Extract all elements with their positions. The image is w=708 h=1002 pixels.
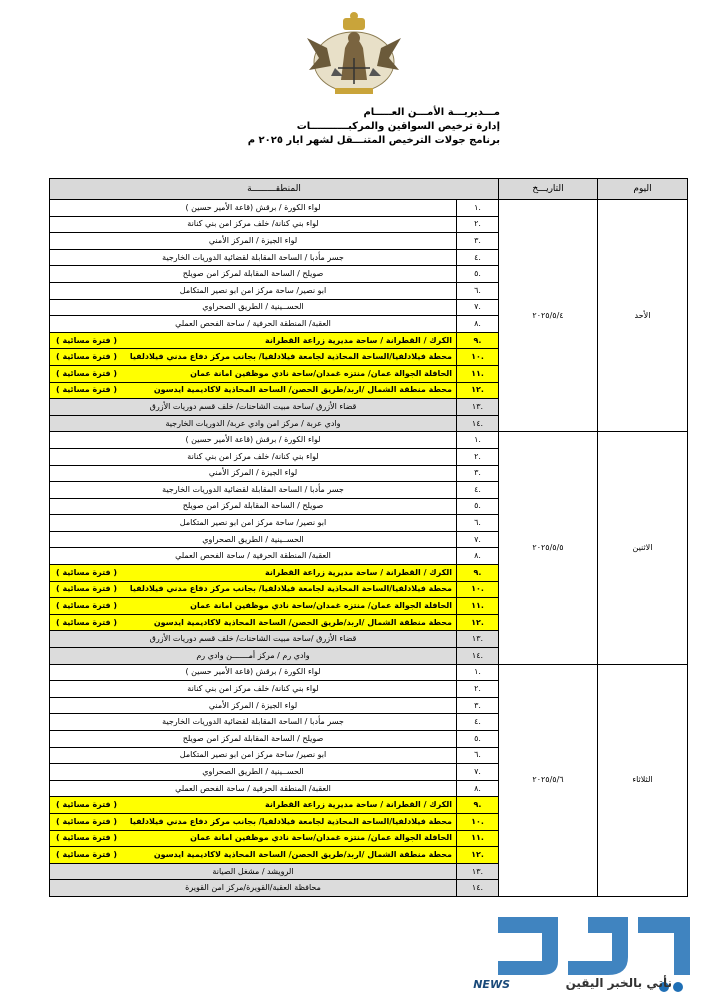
location-cell bbox=[50, 531, 457, 548]
location-text: محطة منطقة الشمال /اربد/طريق الحصن/ الساحة المحاذية لاكاديمية ايدسون bbox=[153, 385, 452, 395]
location-text: جسر مأدبا / الساحة المقابلة لقضائية الدوريات الخارجية bbox=[162, 484, 344, 494]
location-text: الكرك / القطرانة / ساحة مديرية زراعة القطرانة bbox=[265, 335, 452, 345]
location-cell bbox=[50, 282, 457, 299]
location-cell bbox=[50, 747, 457, 764]
evening-shift-tag: ( فترة مسائية ) bbox=[56, 833, 118, 843]
header-department: إدارة ترخيص السواقين والمركبـــــــــــات bbox=[296, 121, 500, 132]
row-number: .٣ bbox=[457, 233, 499, 250]
table-row bbox=[50, 664, 688, 681]
location-text: محطة فيلادلفيا/الساحة المحاذية لجامعة فيلادلفيا/ بجانب مركز دفاع مدني فيلادلفيا bbox=[129, 352, 452, 362]
row-number: .١٤ bbox=[457, 880, 499, 897]
public-security-emblem bbox=[305, 8, 403, 100]
row-number: .٥ bbox=[457, 731, 499, 748]
location-text: وادي رم / مركز أمـــــــن وادي رم bbox=[196, 650, 310, 660]
location-text: لواء بني كنانة/ خلف مركز امن بني كنانة bbox=[187, 451, 319, 461]
col-area-header: المنطقـــــــــة bbox=[50, 179, 499, 200]
evening-shift-tag: ( فترة مسائية ) bbox=[56, 601, 118, 611]
evening-shift-tag: ( فترة مسائية ) bbox=[56, 385, 118, 395]
location-text: الحســينية / الطريق الصحراوي bbox=[202, 766, 304, 776]
row-number: .١٠ bbox=[457, 349, 499, 366]
row-number: .١٢ bbox=[457, 847, 499, 864]
location-cell bbox=[50, 847, 457, 864]
location-text: العقبة/ المنطقة الحرفية / ساحة الفحص العملي bbox=[175, 318, 331, 328]
location-cell bbox=[50, 797, 457, 814]
location-text: لواء الكورة / برقش (قاعة الأمير حسين ) bbox=[185, 667, 321, 677]
location-cell bbox=[50, 697, 457, 714]
row-number: .١ bbox=[457, 432, 499, 449]
evening-shift-tag: ( فترة مسائية ) bbox=[56, 335, 118, 345]
location-cell bbox=[50, 332, 457, 349]
row-number: .١١ bbox=[457, 365, 499, 382]
location-cell bbox=[50, 200, 457, 217]
location-cell bbox=[50, 448, 457, 465]
row-number: .٩ bbox=[457, 797, 499, 814]
location-cell bbox=[50, 565, 457, 582]
location-text: وادي عربة / مركز امن وادي عربة/ الدوريات الخارجية bbox=[165, 418, 341, 428]
location-text: الكرك / القطرانة / ساحة مديرية زراعة القطرانة bbox=[265, 567, 452, 577]
evening-shift-tag: ( فترة مسائية ) bbox=[56, 352, 118, 362]
row-number: .٩ bbox=[457, 332, 499, 349]
location-text: لواء الجيزة / المركز الأمني bbox=[208, 468, 298, 478]
location-text: ابو نصير/ ساحة مركز امن ابو نصير المتكامل bbox=[179, 750, 327, 760]
row-number: .١٣ bbox=[457, 399, 499, 416]
location-text: محافظة العقبة/القويرة/مركز امن القويرة bbox=[185, 883, 321, 893]
location-text: صويلح / الساحة المقابلة لمركز امن صويلح bbox=[182, 501, 324, 511]
location-cell bbox=[50, 581, 457, 598]
row-number: .٢ bbox=[457, 448, 499, 465]
evening-shift-tag: ( فترة مسائية ) bbox=[56, 849, 118, 859]
location-cell bbox=[50, 863, 457, 880]
location-cell bbox=[50, 780, 457, 797]
row-number: .٢ bbox=[457, 681, 499, 698]
row-number: .١٣ bbox=[457, 631, 499, 648]
schedule-table bbox=[49, 178, 688, 897]
row-number: .٥ bbox=[457, 266, 499, 283]
location-cell bbox=[50, 382, 457, 399]
location-cell bbox=[50, 714, 457, 731]
location-text: الحســينية / الطريق الصحراوي bbox=[202, 302, 304, 312]
location-cell bbox=[50, 365, 457, 382]
location-cell bbox=[50, 813, 457, 830]
evening-shift-tag: ( فترة مسائية ) bbox=[56, 800, 118, 810]
day-cell: الثلاثاء bbox=[598, 664, 688, 896]
location-cell bbox=[50, 233, 457, 250]
location-cell bbox=[50, 432, 457, 449]
row-number: .١ bbox=[457, 664, 499, 681]
date-cell: ٢٠٢٥/٥/٥ bbox=[499, 432, 598, 664]
row-number: .١١ bbox=[457, 598, 499, 615]
location-cell bbox=[50, 299, 457, 316]
row-number: .١٤ bbox=[457, 648, 499, 665]
location-cell bbox=[50, 316, 457, 333]
location-cell bbox=[50, 349, 457, 366]
row-number: .٤ bbox=[457, 249, 499, 266]
row-number: .٧ bbox=[457, 299, 499, 316]
location-text: محطة منطقة الشمال /اربد/طريق الحصن/ الساحة المحاذية لاكاديمية ايدسون bbox=[153, 849, 452, 859]
header-directorate: مـــديريـــة الأمـــن العـــــام bbox=[363, 107, 500, 118]
location-text: الحافلة الجوالة عمان/ منتزه غمدان/ساحة نادي موظفين امانة عمان bbox=[190, 601, 452, 611]
location-text: لواء الكورة / برقش (قاعة الأمير حسين ) bbox=[185, 202, 321, 212]
row-number: .١٠ bbox=[457, 581, 499, 598]
evening-shift-tag: ( فترة مسائية ) bbox=[56, 816, 118, 826]
location-cell bbox=[50, 266, 457, 283]
location-text: لواء الكورة / برقش (قاعة الأمير حسين ) bbox=[185, 435, 321, 445]
location-text: لواء الجيزة / المركز الأمني bbox=[208, 700, 298, 710]
location-cell bbox=[50, 415, 457, 432]
location-text: ابو نصير/ ساحة مركز امن ابو نصير المتكامل bbox=[179, 285, 327, 295]
row-number: .٨ bbox=[457, 548, 499, 565]
evening-shift-tag: ( فترة مسائية ) bbox=[56, 584, 118, 594]
location-cell bbox=[50, 515, 457, 532]
location-cell bbox=[50, 830, 457, 847]
row-number: .٥ bbox=[457, 498, 499, 515]
watermark-tagline: نأتي بالخبر اليقين bbox=[565, 976, 672, 990]
location-text: العقبة/ المنطقة الحرفية / ساحة الفحص العملي bbox=[175, 551, 331, 561]
row-number: .٧ bbox=[457, 764, 499, 781]
location-cell bbox=[50, 731, 457, 748]
location-cell bbox=[50, 399, 457, 416]
evening-shift-tag: ( فترة مسائية ) bbox=[56, 617, 118, 627]
location-text: صويلح / الساحة المقابلة لمركز امن صويلح bbox=[182, 269, 324, 279]
location-text: الكرك / القطرانة / ساحة مديرية زراعة القطرانة bbox=[265, 800, 452, 810]
row-number: .١ bbox=[457, 200, 499, 217]
location-cell bbox=[50, 614, 457, 631]
table-row bbox=[50, 200, 688, 217]
location-cell bbox=[50, 664, 457, 681]
row-number: .٦ bbox=[457, 747, 499, 764]
row-number: .٦ bbox=[457, 515, 499, 532]
location-cell bbox=[50, 548, 457, 565]
location-text: قضاء الأزرق /ساحة مبيت الشاحنات/ خلف قسم دوريات الأزرق bbox=[149, 634, 357, 644]
location-text: الرويشد / مشغل الصيانة bbox=[212, 866, 294, 876]
evening-shift-tag: ( فترة مسائية ) bbox=[56, 368, 118, 378]
location-text: لواء الجيزة / المركز الأمني bbox=[208, 235, 298, 245]
location-text: العقبة/ المنطقة الحرفية / ساحة الفحص العملي bbox=[175, 783, 331, 793]
location-cell bbox=[50, 465, 457, 482]
row-number: .٨ bbox=[457, 780, 499, 797]
day-cell: الاثنين bbox=[598, 432, 688, 664]
watermark-news: NEWS bbox=[473, 978, 510, 991]
date-cell: ٢٠٢٥/٥/٦ bbox=[499, 664, 598, 896]
evening-shift-tag: ( فترة مسائية ) bbox=[56, 567, 118, 577]
header-program-title: برنامج جولات الترخيص المتنـــقل لشهر ايار ٢٠٢٥ م bbox=[247, 135, 500, 146]
location-text: محطة فيلادلفيا/الساحة المحاذية لجامعة فيلادلفيا/ بجانب مركز دفاع مدني فيلادلفيا bbox=[129, 816, 452, 826]
row-number: .١٢ bbox=[457, 382, 499, 399]
location-text: الحافلة الجوالة عمان/ منتزه غمدان/ساحة نادي موظفين امانة عمان bbox=[190, 833, 452, 843]
location-text: الحســينية / الطريق الصحراوي bbox=[202, 534, 304, 544]
location-text: محطة منطقة الشمال /اربد/طريق الحصن/ الساحة المحاذية لاكاديمية ايدسون bbox=[153, 617, 452, 627]
row-number: .١١ bbox=[457, 830, 499, 847]
row-number: .٢ bbox=[457, 216, 499, 233]
table-header-row bbox=[50, 179, 688, 200]
location-cell bbox=[50, 498, 457, 515]
day-cell: الأحد bbox=[598, 200, 688, 432]
location-cell bbox=[50, 482, 457, 499]
location-text: جسر مأدبا / الساحة المقابلة لقضائية الدوريات الخارجية bbox=[162, 717, 344, 727]
row-number: .٩ bbox=[457, 565, 499, 582]
location-text: قضاء الأزرق /ساحة مبيت الشاحنات/ خلف قسم دوريات الأزرق bbox=[149, 401, 357, 411]
row-number: .٧ bbox=[457, 531, 499, 548]
location-text: لواء بني كنانة/ خلف مركز امن بني كنانة bbox=[187, 219, 319, 229]
location-cell bbox=[50, 249, 457, 266]
location-text: جسر مأدبا / الساحة المقابلة لقضائية الدوريات الخارجية bbox=[162, 252, 344, 262]
row-number: .١٤ bbox=[457, 415, 499, 432]
location-cell bbox=[50, 598, 457, 615]
location-text: لواء بني كنانة/ خلف مركز امن بني كنانة bbox=[187, 684, 319, 694]
date-cell: ٢٠٢٥/٥/٤ bbox=[499, 200, 598, 432]
location-text: محطة فيلادلفيا/الساحة المحاذية لجامعة فيلادلفيا/ بجانب مركز دفاع مدني فيلادلفيا bbox=[129, 584, 452, 594]
row-number: .٤ bbox=[457, 714, 499, 731]
location-cell bbox=[50, 681, 457, 698]
row-number: .١٢ bbox=[457, 614, 499, 631]
location-cell bbox=[50, 648, 457, 665]
location-cell bbox=[50, 631, 457, 648]
table-row bbox=[50, 432, 688, 449]
row-number: .٣ bbox=[457, 697, 499, 714]
location-cell bbox=[50, 764, 457, 781]
location-cell bbox=[50, 880, 457, 897]
row-number: .٨ bbox=[457, 316, 499, 333]
row-number: .٣ bbox=[457, 465, 499, 482]
row-number: .٦ bbox=[457, 282, 499, 299]
row-number: .٤ bbox=[457, 482, 499, 499]
col-date-header: التاريـــخ bbox=[499, 179, 598, 200]
location-cell bbox=[50, 216, 457, 233]
location-text: ابو نصير/ ساحة مركز امن ابو نصير المتكامل bbox=[179, 518, 327, 528]
location-text: الحافلة الجوالة عمان/ منتزه غمدان/ساحة نادي موظفين امانة عمان bbox=[190, 368, 452, 378]
col-day-header: اليوم bbox=[598, 179, 688, 200]
row-number: .١٣ bbox=[457, 863, 499, 880]
row-number: .١٠ bbox=[457, 813, 499, 830]
location-text: صويلح / الساحة المقابلة لمركز امن صويلح bbox=[182, 733, 324, 743]
